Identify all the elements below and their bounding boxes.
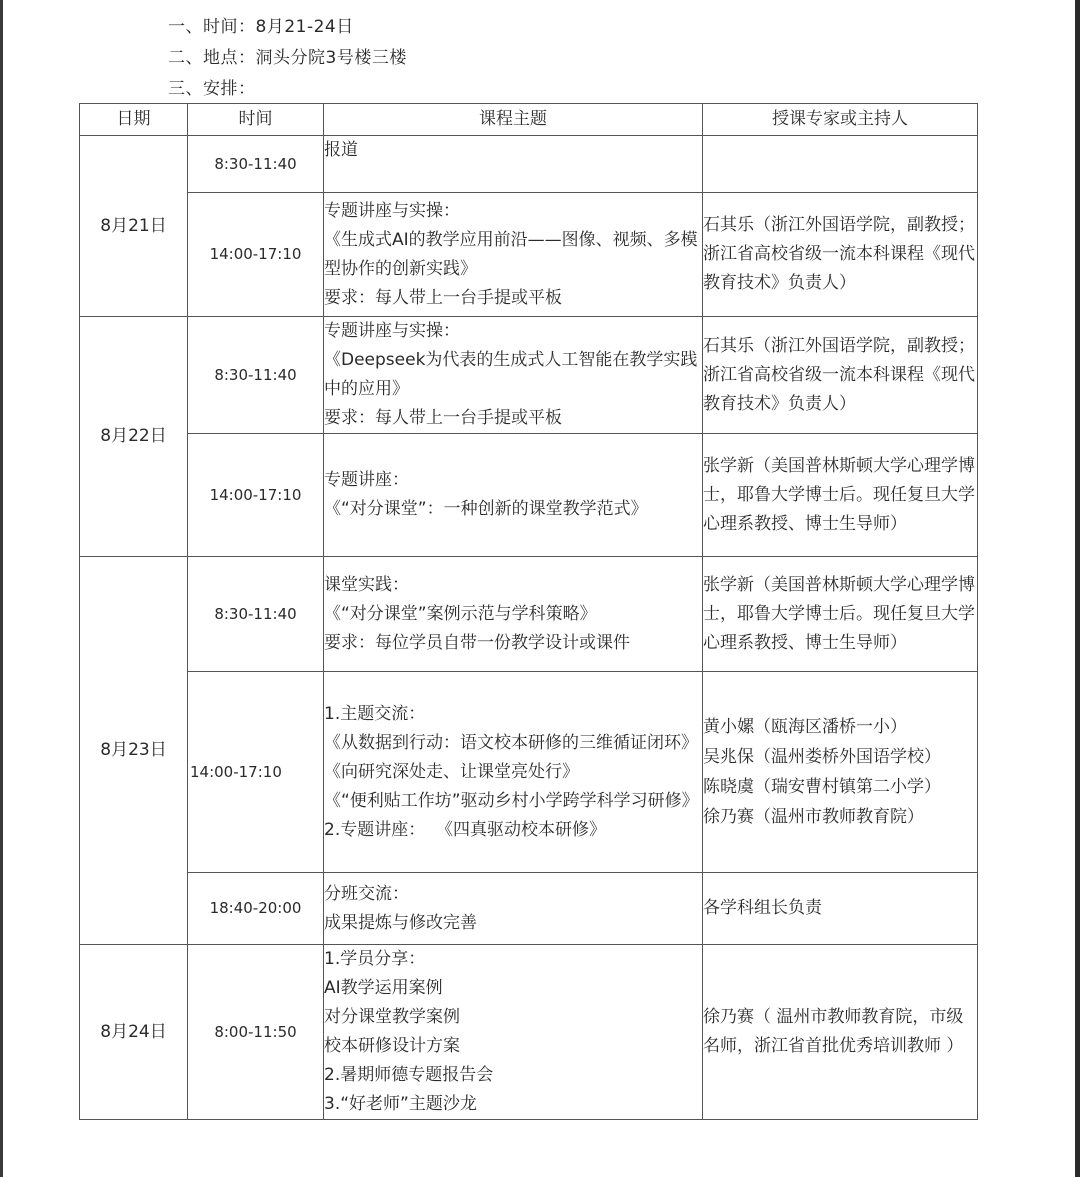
topic-line: 《“对分课堂”案例示范与学科策略》	[324, 603, 597, 624]
topic-line: 《“便利贴工作坊”驱动乡村小学跨学科学习研修》	[324, 790, 699, 811]
topic-cell	[324, 136, 703, 193]
host-line: 张学新（美国普林斯顿大学心理学博士，耶鲁大学博士后。现任复旦大学心理系教授、博士生导师）	[703, 455, 975, 534]
time-cell: 8:30-11:40	[188, 317, 324, 434]
date-cell: 8月22日	[80, 317, 188, 557]
host-cell	[703, 136, 978, 193]
date-cell: 8月23日	[80, 557, 188, 945]
topic-cell	[324, 945, 703, 1120]
topic-line: 分班交流：	[324, 883, 409, 904]
topic-line: 要求：每人带上一台手提或平板	[324, 287, 562, 308]
time-cell: 14:00-17:10	[188, 434, 324, 557]
column-header-host: 授课专家或主持人	[703, 104, 978, 136]
table-header-row	[80, 104, 978, 136]
topic-line: 《“对分课堂”：一种创新的课堂教学范式》	[324, 499, 648, 519]
topic-cell	[324, 317, 703, 434]
time-line: 一、时间：8月21-24日	[168, 17, 354, 37]
host-cell	[703, 945, 978, 1120]
host-line: 徐乃赛（ 温州市教师教育院，市级名师，浙江省首批优秀培训教师 ）	[703, 1007, 964, 1056]
table-row	[80, 672, 978, 873]
column-header-time: 时间	[188, 104, 324, 136]
time-cell: 8:30-11:40	[188, 136, 324, 193]
time-cell: 8:30-11:40	[188, 557, 324, 672]
right-edge-border	[1075, 0, 1080, 1177]
topic-line: AI教学运用案例	[324, 978, 443, 998]
topic-line: 《生成式AI的教学应用前沿——图像、视频、多模型协作的创新实践》	[324, 229, 698, 279]
topic-line: 3.“好老师”主题沙龙	[324, 1094, 477, 1114]
time-cell: 14:00-17:10	[188, 193, 324, 317]
arrangement-line: 三、安排：	[168, 79, 256, 99]
host-line: 吴兆保（温州娄桥外国语学校）	[703, 747, 941, 767]
topic-line: 专题讲座与实操：	[324, 321, 460, 341]
table-row	[80, 557, 978, 672]
topic-line: 《Deepseek为代表的生成式人工智能在教学实践中的应用》	[324, 350, 698, 399]
host-line: 张学新（美国普林斯顿大学心理学博士，耶鲁大学博士后。现任复旦大学心理系教授、博士生导师）	[703, 574, 975, 653]
topic-line: 1.学员分享：	[324, 949, 426, 969]
table-row	[80, 434, 978, 557]
topic-line: 《向研究深处走、让课堂亮处行》	[324, 761, 579, 782]
topic-line: 1.主题交流：	[324, 703, 426, 724]
host-cell	[703, 193, 978, 317]
topic-line: 要求：每位学员自带一份教学设计或课件	[324, 632, 630, 653]
time-cell: 14:00-17:10	[188, 672, 324, 873]
table-row	[80, 945, 978, 1120]
topic-cell	[324, 873, 703, 945]
topic-line: 校本研修设计方案	[324, 1036, 460, 1056]
host-cell	[703, 557, 978, 672]
topic-cell	[324, 193, 703, 317]
topic-cell	[324, 434, 703, 557]
date-cell: 8月21日	[80, 136, 188, 317]
topic-line: 报道	[324, 140, 358, 160]
host-line: 石其乐（浙江外国语学院，副教授；浙江省高校省级一流本科课程《现代教育技术》负责人）	[703, 335, 975, 414]
left-edge-border	[0, 0, 3, 1177]
topic-line: 对分课堂教学案例	[324, 1007, 460, 1027]
host-line: 黄小嫘（瓯海区潘桥一小）	[703, 717, 907, 737]
topic-cell	[324, 557, 703, 672]
topic-line: 课堂实践：	[324, 574, 409, 595]
time-cell: 8:00-11:50	[188, 945, 324, 1120]
date-cell: 8月24日	[80, 945, 188, 1120]
topic-line: 2.专题讲座： 《四真驱动校本研修》	[324, 819, 607, 840]
topic-line: 成果提炼与修改完善	[324, 912, 477, 933]
topic-line: 专题讲座与实操：	[324, 200, 460, 221]
topic-line: 要求：每人带上一台手提或平板	[324, 408, 562, 428]
topic-line: 《从数据到行动：语文校本研修的三维循证闭环》	[324, 732, 698, 753]
schedule-table	[79, 103, 978, 1120]
table-row	[80, 193, 978, 317]
column-header-date: 日期	[80, 104, 188, 136]
host-cell	[703, 317, 978, 434]
document-header	[168, 12, 407, 105]
column-header-topic: 课程主题	[324, 104, 703, 136]
time-cell: 18:40-20:00	[188, 873, 324, 945]
table-row	[80, 136, 978, 193]
host-line: 陈晓虞（瑞安曹村镇第二小学）	[703, 777, 941, 797]
host-line: 各学科组长负责	[703, 898, 822, 918]
place-line: 二、地点：洞头分院3号楼三楼	[168, 48, 407, 68]
host-line: 徐乃赛（温州市教师教育院）	[703, 807, 924, 827]
host-cell	[703, 873, 978, 945]
host-line: 石其乐（浙江外国语学院，副教授；浙江省高校省级一流本科课程《现代教育技术》负责人）	[703, 215, 975, 293]
host-cell	[703, 672, 978, 873]
topic-line: 2.暑期师德专题报告会	[324, 1065, 494, 1085]
table-row	[80, 873, 978, 945]
table-row	[80, 317, 978, 434]
topic-line: 专题讲座：	[324, 470, 409, 490]
topic-cell	[324, 672, 703, 873]
host-cell	[703, 434, 978, 557]
